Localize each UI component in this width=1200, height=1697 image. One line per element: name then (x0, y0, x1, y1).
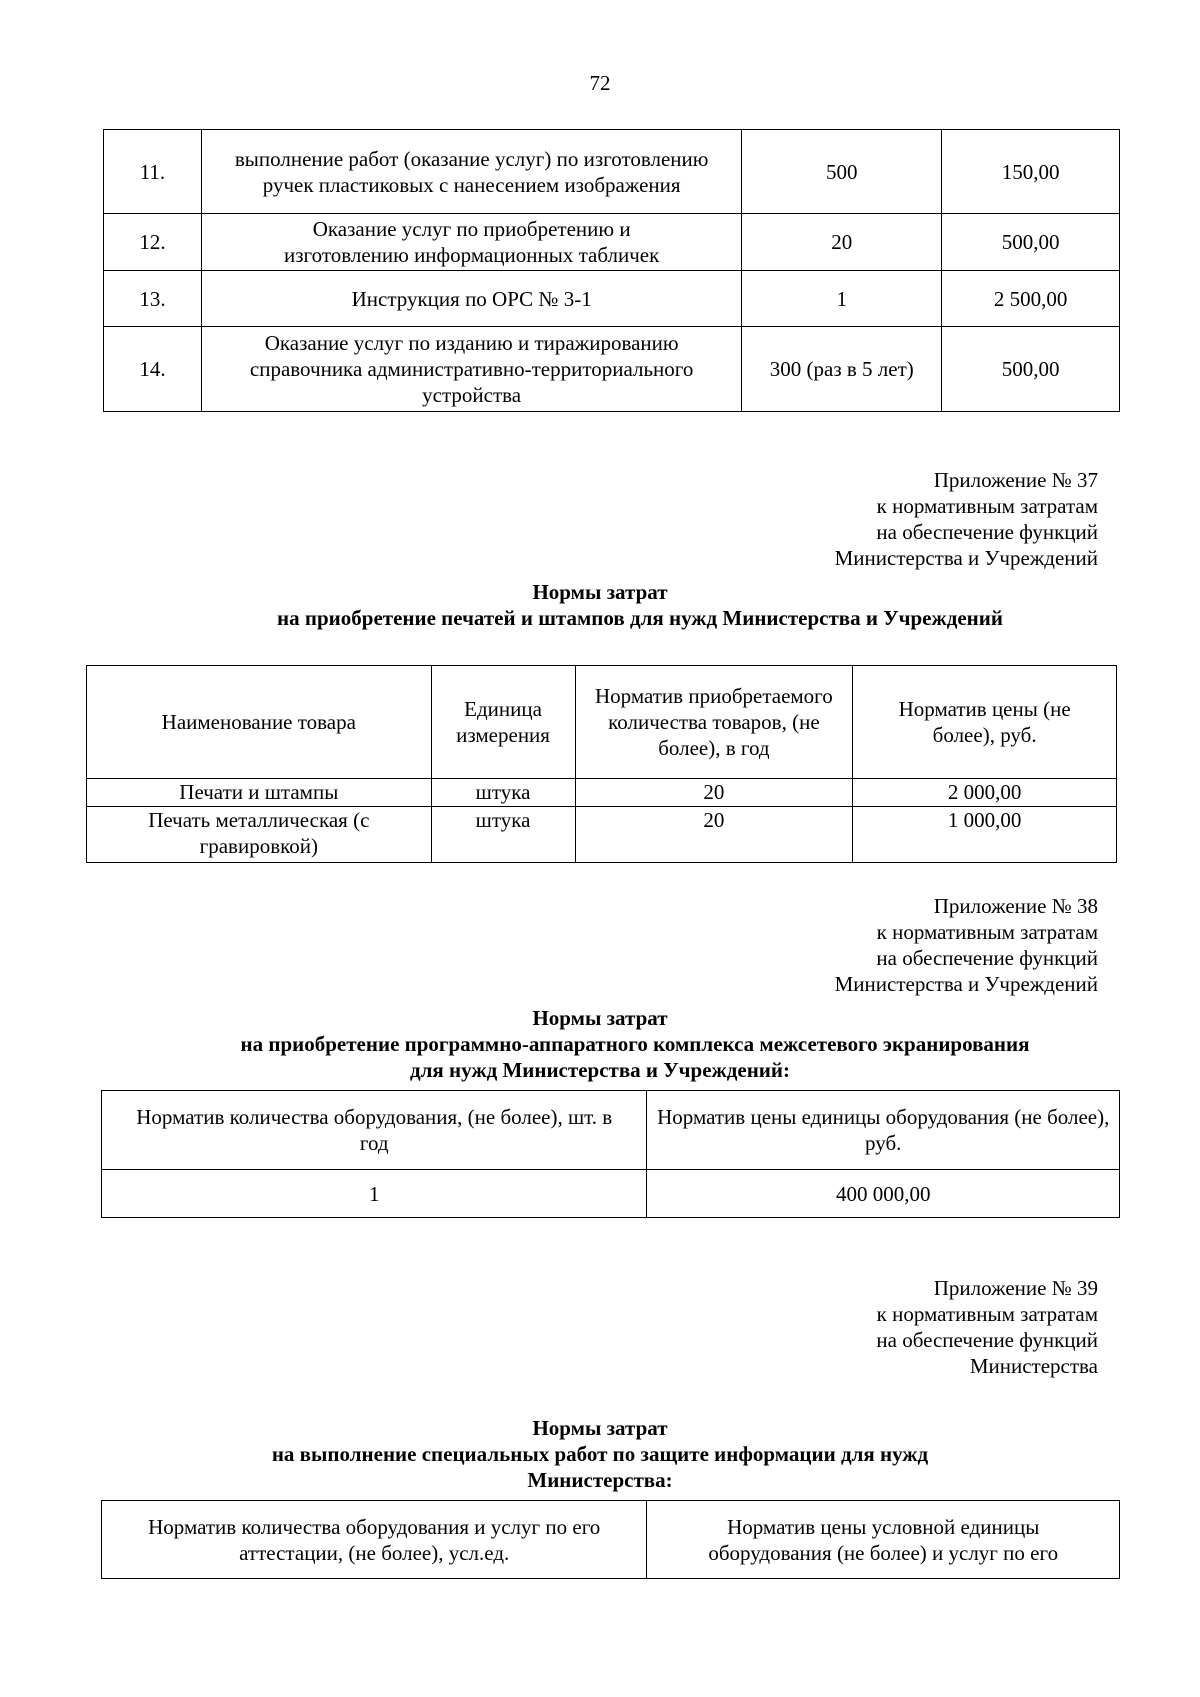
services-table (103, 129, 1120, 412)
appendix-line: Приложение № 39 (933, 1276, 1098, 1300)
row-number: 14. (104, 327, 202, 412)
stamps-table (86, 665, 1117, 863)
appendix-38-header (835, 893, 1098, 997)
table-row (102, 1170, 1120, 1218)
table-row (104, 130, 1120, 214)
column-header: Норматив цены условной единицы оборудования (не более) и услуг по его (647, 1501, 1120, 1579)
appendix-line: к нормативным затратам (876, 494, 1098, 518)
table-row (87, 807, 1117, 863)
cell: 400 000,00 (647, 1170, 1120, 1218)
table-row (104, 214, 1120, 271)
cell: 2 000,00 (853, 779, 1117, 807)
cell: 20 (575, 779, 853, 807)
column-header: Норматив цены единицы оборудования (не более), руб. (647, 1091, 1120, 1170)
table-row (104, 271, 1120, 327)
table-row (104, 327, 1120, 412)
appendix-line: на обеспечение функций (876, 520, 1098, 544)
info-protection-table (101, 1500, 1120, 1579)
section-heading: Нормы затрат (532, 1416, 668, 1440)
section-subheading: Министерства: (527, 1468, 673, 1492)
appendix-line: к нормативным затратам (876, 920, 1098, 944)
row-price: 2 500,00 (942, 271, 1120, 327)
cell: штука (431, 807, 575, 863)
appendix-37-title (100, 579, 1180, 631)
row-name: Оказание услуг по изданию и тиражированию справочника административно-территориального устройства (201, 327, 742, 412)
row-number: 12. (104, 214, 202, 271)
appendix-line: Приложение № 38 (933, 894, 1098, 918)
row-quantity: 1 (742, 271, 942, 327)
row-price: 150,00 (942, 130, 1120, 214)
column-header: Наименование товара (87, 666, 432, 779)
row-quantity: 20 (742, 214, 942, 271)
row-name: Инструкция по ОРС № 3-1 (201, 271, 742, 327)
appendix-line: на обеспечение функций (876, 1328, 1098, 1352)
column-header: Единица измерения (431, 666, 575, 779)
section-subheading: для нужд Министерства и Учреждений: (410, 1058, 790, 1082)
row-price: 500,00 (942, 214, 1120, 271)
table-row (87, 779, 1117, 807)
cell: штука (431, 779, 575, 807)
section-subheading: на приобретение программно-аппаратного комплекса межсетевого экранирования (240, 1032, 1030, 1056)
cell: Печать металлическая (с гравировкой) (87, 807, 432, 863)
appendix-37-header (835, 467, 1098, 571)
column-header: Норматив цены (не более), руб. (853, 666, 1117, 779)
firewall-table (101, 1090, 1120, 1218)
cell: 20 (575, 807, 853, 863)
appendix-line: Приложение № 37 (933, 468, 1098, 492)
appendix-line: Министерства (969, 1354, 1098, 1378)
appendix-38-title (100, 1005, 1180, 1083)
page-number: 72 (589, 71, 611, 95)
cell: 1 000,00 (853, 807, 1117, 863)
section-subheading: на приобретение печатей и штампов для нужд Министерства и Учреждений (277, 606, 1003, 630)
section-heading: Нормы затрат (532, 580, 668, 604)
column-header: Норматив количества оборудования, (не более), шт. в год (102, 1091, 647, 1170)
cell: Печати и штампы (87, 779, 432, 807)
appendix-line: Министерства и Учреждений (834, 546, 1098, 570)
row-name: выполнение работ (оказание услуг) по изготовлению ручек пластиковых с нанесением изображения (201, 130, 742, 214)
appendix-39-title (100, 1415, 1180, 1493)
appendix-39-header (876, 1275, 1098, 1379)
section-heading: Нормы затрат (532, 1006, 668, 1030)
appendix-line: на обеспечение функций (876, 946, 1098, 970)
appendix-line: к нормативным затратам (876, 1302, 1098, 1326)
column-header: Норматив количества оборудования и услуг по его аттестации, (не более), усл.ед. (102, 1501, 647, 1579)
appendix-line: Министерства и Учреждений (834, 972, 1098, 996)
row-quantity: 500 (742, 130, 942, 214)
table-header-row (87, 666, 1117, 779)
row-number: 13. (104, 271, 202, 327)
row-number: 11. (104, 130, 202, 214)
row-price: 500,00 (942, 327, 1120, 412)
row-name: Оказание услуг по приобретению и изготовлению информационных табличек (201, 214, 742, 271)
table-header-row (102, 1501, 1120, 1579)
table-header-row (102, 1091, 1120, 1170)
section-subheading: на выполнение специальных работ по защите информации для нужд (271, 1442, 929, 1466)
cell: 1 (102, 1170, 647, 1218)
column-header: Норматив приобретаемого количества товаров, (не более), в год (575, 666, 853, 779)
row-quantity: 300 (раз в 5 лет) (742, 327, 942, 412)
